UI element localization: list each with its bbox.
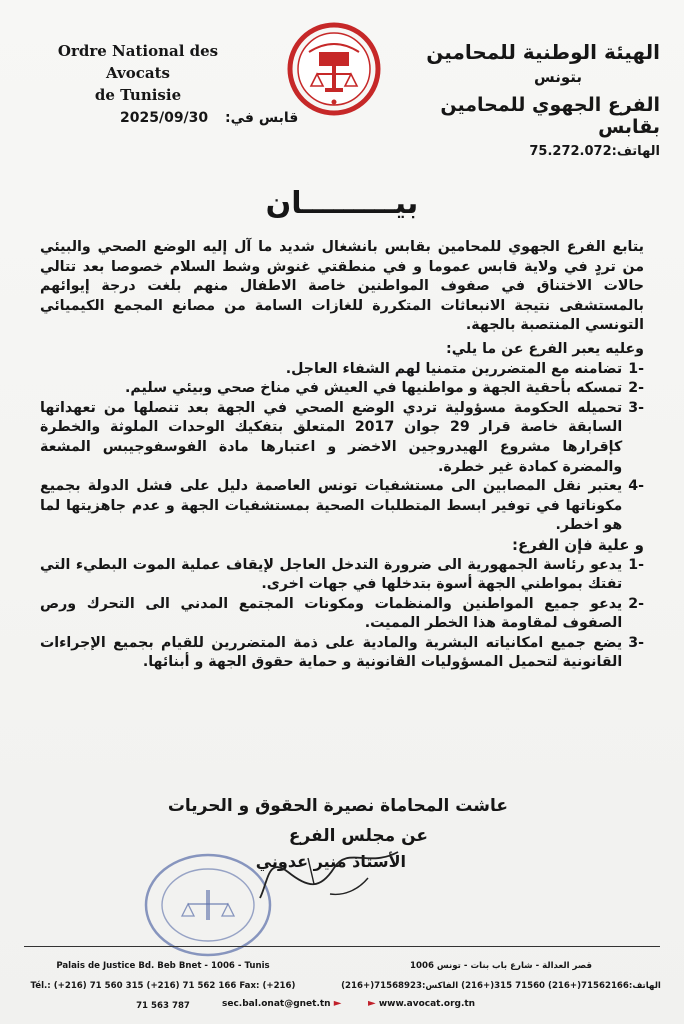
arabic-letterhead [420, 40, 660, 159]
footer-email[interactable] [222, 998, 341, 1009]
point-number: -4 [628, 478, 644, 495]
action-number: -2 [628, 595, 644, 612]
point-item [40, 360, 644, 380]
point-item [40, 399, 644, 477]
section-heading: و علية فإن الفرع: [512, 535, 644, 554]
bar-association-logo [287, 22, 381, 116]
point-number: -1 [628, 360, 644, 377]
letter-date [120, 110, 298, 126]
point-number: -2 [628, 380, 644, 397]
email-arrow-icon: ► [333, 998, 342, 1009]
regional-branch-name: الفرع الجهوي للمحامين بقابس [440, 94, 660, 138]
arabic-footer [336, 956, 666, 996]
arabic-org-location: بتونس [534, 68, 582, 86]
signatory-body: عن مجلس الفرع [288, 826, 428, 846]
action-text: يضع جميع امكانياته البشرية والمادية على ذمة المتضررين للقيام بجميع الإجراءات القانونية لتحميل المسؤوليات القانونية و حماية حقوق الجهة و أبنائها. [40, 634, 623, 671]
handwritten-signature-icon [248, 838, 418, 908]
point-number: -3 [628, 399, 644, 416]
website-arrow-icon: ► [368, 998, 376, 1009]
website-text[interactable]: www.avocat.org.tn [378, 999, 476, 1009]
statement-body [40, 238, 644, 673]
action-number: -3 [628, 634, 644, 651]
french-footer-address: Palais de Justice Bd. Beb Bnet - 1006 - Tunis [56, 961, 270, 971]
point-item [40, 379, 644, 399]
action-text: يدعو رئاسة الجمهورية الى ضرورة التدخل العاجل لإيقاف عملية الموت البطيء التي تفتك بمواطني الجهة أسوة بتدخلها في جهات اخرى. [40, 556, 623, 593]
point-text: تحميله الحكومة مسؤولية تردي الوضع الصحي في الجهة بعد تنصلها من تعهداتها السابقة خاصة قرار 29 جوان 2017 المتعلق بتفكيك الوحدات الملوثة والخطرة كإقرارها مشروع الهيدروجين الاخضر و اعتبارها مادة الفوسفوجيبس المشعة والمضرة كمادة غير خطرة. [40, 399, 623, 475]
french-footer-phone: Tél.: (+216) 71 560 315 (+216) 71 562 166 Fax: (+216) 71 563 787 [30, 981, 296, 1011]
arabic-org-name: الهيئة الوطنية للمحامين [426, 40, 660, 64]
action-item [40, 595, 644, 634]
action-text: يدعو جميع المواطنين والمنظمات ومكونات المجتمع المدني الى التحرك ورص الصفوف لمقاومة هذا الخطر المميت. [40, 595, 623, 632]
arabic-footer-phone: الهاتف:71562166(+216) 71560 315(+216) الفاكس:71568923(+216) [341, 981, 661, 991]
closing-motto: عاشت المحاماة نصيرة الحقوق و الحريات [167, 796, 508, 816]
branch-phone: الهاتف:75.272.072 [529, 144, 660, 159]
action-item [40, 634, 644, 673]
date-label: قابس في: [225, 110, 299, 126]
action-item [40, 556, 644, 595]
french-org-location: de Tunisie [94, 86, 182, 104]
intro-paragraph: يتابع الفرع الجهوي للمحامين بقابس بانشغال شديد ما آل إليه الوضع الصحي والبيئي من تردٍ في ولاية قابس عموما و في منطقتي غنوش وشط السلام خصوصا بعد تتالي حالات الاختناق في صفوف المواطنين خاصة الاطفال منهم بلغت درجة إيوائهم بالمستشفى نتيجة الانبعاثات المتكررة للغازات السامة من مصانع المجمع الكيميائي التونسي المنتصبة بالجهة. [40, 239, 644, 334]
point-text: تضامنه مع المتضررين متمنيا لهم الشفاء العاجل. [285, 360, 623, 377]
action-number: -1 [628, 556, 644, 573]
french-org-name: Ordre National des Avocats [57, 42, 219, 82]
arabic-footer-address: قصر العدالة - شارع باب بنات - تونس 1006 [410, 961, 592, 971]
lead-line: وعليه يعبر الفرع عن ما يلي: [446, 340, 644, 357]
point-item [40, 477, 644, 536]
email-text[interactable]: sec.bal.onat@gnet.tn [222, 999, 331, 1009]
footer-website[interactable] [368, 998, 475, 1009]
date-value: 2025/09/30 [120, 110, 209, 126]
footer-divider [24, 946, 660, 947]
signatory-name: الأستاذ منير عدوني [255, 852, 406, 871]
french-letterhead [28, 40, 248, 106]
statement-title: بيـــــــــان [265, 186, 419, 221]
point-text: يعتبر نقل المصابين الى مستشفيات تونس العاصمة دليل على فشل الدولة بجميع مكوناتها في توفير ابسط المتطلبات الصحية بمستشفيات الجهة و عدم جاهزيتها لما هو اخطر. [40, 478, 623, 534]
point-text: تمسكه بأحقية الجهة و مواطنيها في العيش في مناخ صحي وبيئي سليم. [125, 380, 623, 397]
